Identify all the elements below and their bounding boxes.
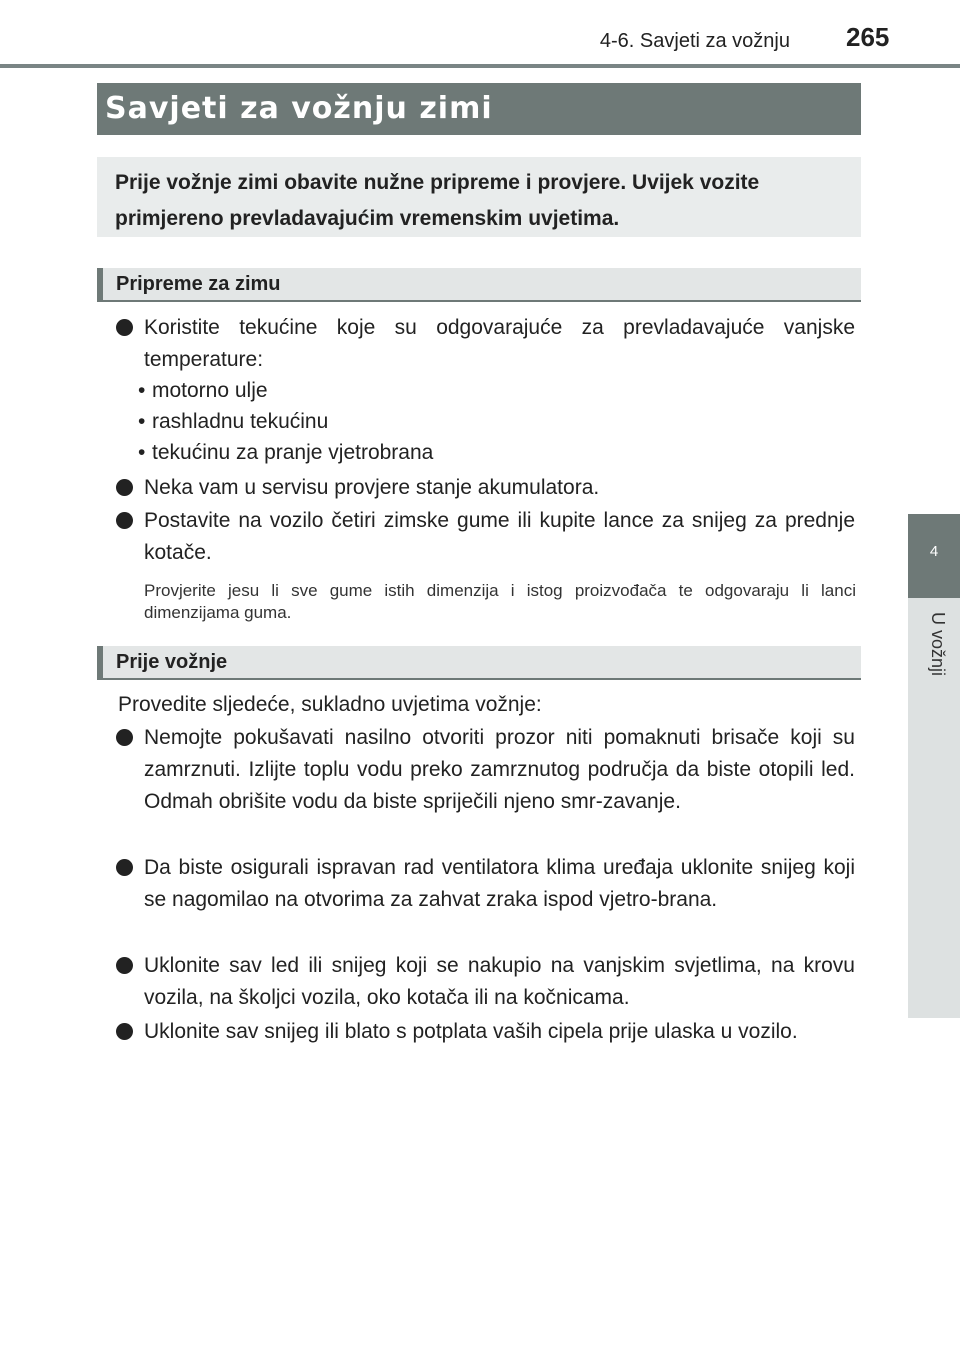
bullet-text: Postavite na vozilo četiri zimske gume ili kupite lance za snijeg za prednje kotače. <box>144 509 855 564</box>
bullet-item <box>144 1016 855 1048</box>
intro-text: Prije vožnje zimi obavite nužne pripreme i provjere. Uvijek vozite primjereno prevladavajućim vremenskim uvjetima. <box>115 171 760 230</box>
bullet-text: Neka vam u servisu provjere stanje akumulatora. <box>144 476 600 499</box>
bullet-item <box>144 722 855 818</box>
section-heading-winter-prep <box>97 268 861 302</box>
bullet-text: Da biste osigurali ispravan rad ventilatora klima uređaja uklonite snijeg koji se nagomilao na otvorima za zahvat zraka ispod vjetro-brana. <box>144 856 855 911</box>
lead-text: Provedite sljedeće, sukladno uvjetima vožnje: <box>118 693 542 716</box>
section-heading-before-driving <box>97 646 861 680</box>
bullet-dot-icon <box>116 1023 133 1040</box>
bullet-dot-icon <box>116 729 133 746</box>
bullet-item <box>144 852 855 916</box>
bullet-text: Uklonite sav snijeg ili blato s potplata vaših cipela prije ulaska u vozilo. <box>144 1020 798 1043</box>
tire-note: Provjerite jesu li sve gume istih dimenzija i istog proizvođača te odgovaraju li lanci dimenzijama guma. <box>144 581 856 622</box>
sub-item: • motorno ulje <box>152 375 268 406</box>
intro-box <box>97 157 861 237</box>
bullet-dot-icon <box>116 319 133 336</box>
bullet-item <box>144 505 855 569</box>
bullet-item <box>144 472 855 504</box>
page-number: 265 <box>846 22 890 52</box>
section-heading-label: Pripreme za zimu <box>116 273 281 295</box>
running-header-section: 4-6. Savjeti za vožnju <box>599 30 790 52</box>
sub-item: • tekućinu za pranje vjetrobrana <box>152 437 433 468</box>
section-heading-label: Prije vožnje <box>116 651 228 673</box>
bullet-dot-icon <box>116 479 133 496</box>
bullet-item <box>144 312 855 376</box>
page-title-band <box>97 83 861 135</box>
bullet-text: Uklonite sav led ili snijeg koji se nakupio na vanjskim svjetlima, na krovu vozila, na školjci vozila, oko kotača ili na kočnicama. <box>144 954 855 1009</box>
chapter-label: U vožnji <box>928 612 948 677</box>
chapter-tab: 4 <box>908 514 960 598</box>
bullet-text: Nemojte pokušavati nasilno otvoriti prozor niti pomaknuti brisače koji su zamrznuti. Izlijte toplu vodu preko zamrznutog područja da biste otopili led. Odmah obrišite vodu da biste spriječili njeno smr-zavanje. <box>144 726 855 813</box>
bullet-dot-icon <box>116 859 133 876</box>
bullet-item <box>144 950 855 1014</box>
bullet-dot-icon <box>116 512 133 529</box>
sub-item: • rashladnu tekućinu <box>152 406 328 437</box>
header-rule <box>0 64 960 68</box>
page-title: Savjeti za vožnju zimi <box>105 91 493 126</box>
bullet-dot-icon <box>116 957 133 974</box>
bullet-text: Koristite tekućine koje su odgovarajuće za prevladavajuće vanjske temperature: <box>144 316 855 371</box>
